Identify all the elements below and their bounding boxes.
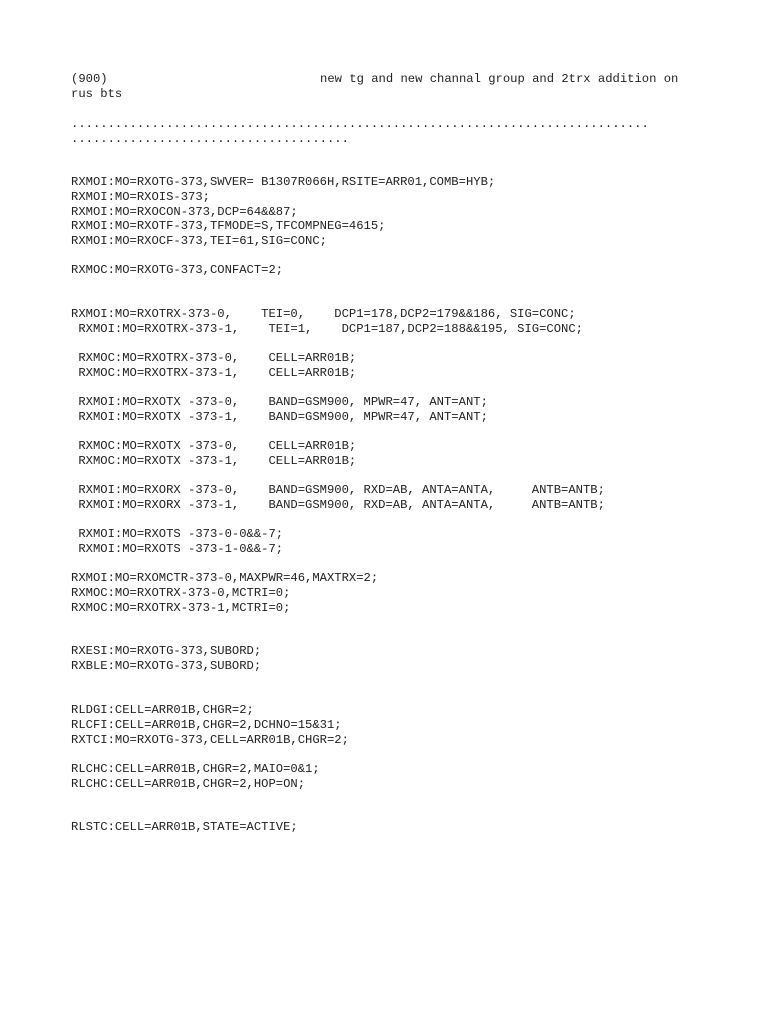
command-line: RXESI:MO=RXOTG-373,SUBORD; xyxy=(71,644,262,658)
command-line: RXMOI:MO=RXOTG-373,SWVER= B1307R066H,RSITE=ARR01,COMB=HYB; xyxy=(71,175,496,189)
command-line: RXMOI:MO=RXORX -373-0, BAND=GSM900, RXD=AB, ANTA=ANTA, ANTB=ANTB; xyxy=(71,483,605,497)
command-line: RXMOC:MO=RXOTX -373-1, CELL=ARR01B; xyxy=(71,454,357,468)
command-line: RXMOI:MO=RXOIS-373; xyxy=(71,190,210,204)
command-line: RLDGI:CELL=ARR01B,CHGR=2; xyxy=(71,703,254,717)
command-line: RXMOI:MO=RXOTRX-373-1, TEI=1, DCP1=187,DCP2=188&&195, SIG=CONC; xyxy=(71,322,583,336)
command-line: RLCFI:CELL=ARR01B,CHGR=2,DCHNO=15&31; xyxy=(71,718,342,732)
header-left: (900) xyxy=(71,72,108,86)
dotted-separator-1: ............................................................................... xyxy=(71,117,649,131)
command-line: RXBLE:MO=RXOTG-373,SUBORD; xyxy=(71,659,262,673)
command-line: RXMOI:MO=RXORX -373-1, BAND=GSM900, RXD=AB, ANTA=ANTA, ANTB=ANTB; xyxy=(71,498,605,512)
command-line: RLCHC:CELL=ARR01B,CHGR=2,HOP=ON; xyxy=(71,777,306,791)
command-line: RXMOC:MO=RXOTG-373,CONFACT=2; xyxy=(71,263,284,277)
command-line: RXMOC:MO=RXOTRX-373-0, CELL=ARR01B; xyxy=(71,351,357,365)
command-line: RXMOI:MO=RXOTS -373-0-0&&-7; xyxy=(71,527,284,541)
command-line: RXMOI:MO=RXOTF-373,TFMODE=S,TFCOMPNEG=4615; xyxy=(71,219,386,233)
command-line: RXMOC:MO=RXOTX -373-0, CELL=ARR01B; xyxy=(71,439,357,453)
command-line: RXMOC:MO=RXOTRX-373-1, CELL=ARR01B; xyxy=(71,366,357,380)
command-line: RXMOI:MO=RXOTS -373-1-0&&-7; xyxy=(71,542,284,556)
header-title: new tg and new channal group and 2trx addition on xyxy=(320,72,679,86)
header-line2: rus bts xyxy=(71,87,123,101)
command-line: RLSTC:CELL=ARR01B,STATE=ACTIVE; xyxy=(71,820,298,834)
command-line: RXMOI:MO=RXOTRX-373-0, TEI=0, DCP1=178,DCP2=179&&186, SIG=CONC; xyxy=(71,307,576,321)
dotted-separator-2: ...................................... xyxy=(71,132,349,146)
command-line: RXTCI:MO=RXOTG-373,CELL=ARR01B,CHGR=2; xyxy=(71,733,349,747)
command-line: RXMOI:MO=RXOMCTR-373-0,MAXPWR=46,MAXTRX=2; xyxy=(71,571,379,585)
command-line: RXMOI:MO=RXOCON-373,DCP=64&&87; xyxy=(71,205,298,219)
command-line: RXMOI:MO=RXOTX -373-0, BAND=GSM900, MPWR=47, ANT=ANT; xyxy=(71,395,488,409)
command-line: RLCHC:CELL=ARR01B,CHGR=2,MAIO=0&1; xyxy=(71,762,320,776)
command-line: RXMOC:MO=RXOTRX-373-1,MCTRI=0; xyxy=(71,601,291,615)
command-line: RXMOC:MO=RXOTRX-373-0,MCTRI=0; xyxy=(71,586,291,600)
command-line: RXMOI:MO=RXOTX -373-1, BAND=GSM900, MPWR=47, ANT=ANT; xyxy=(71,410,488,424)
command-line: RXMOI:MO=RXOCF-373,TEI=61,SIG=CONC; xyxy=(71,234,327,248)
